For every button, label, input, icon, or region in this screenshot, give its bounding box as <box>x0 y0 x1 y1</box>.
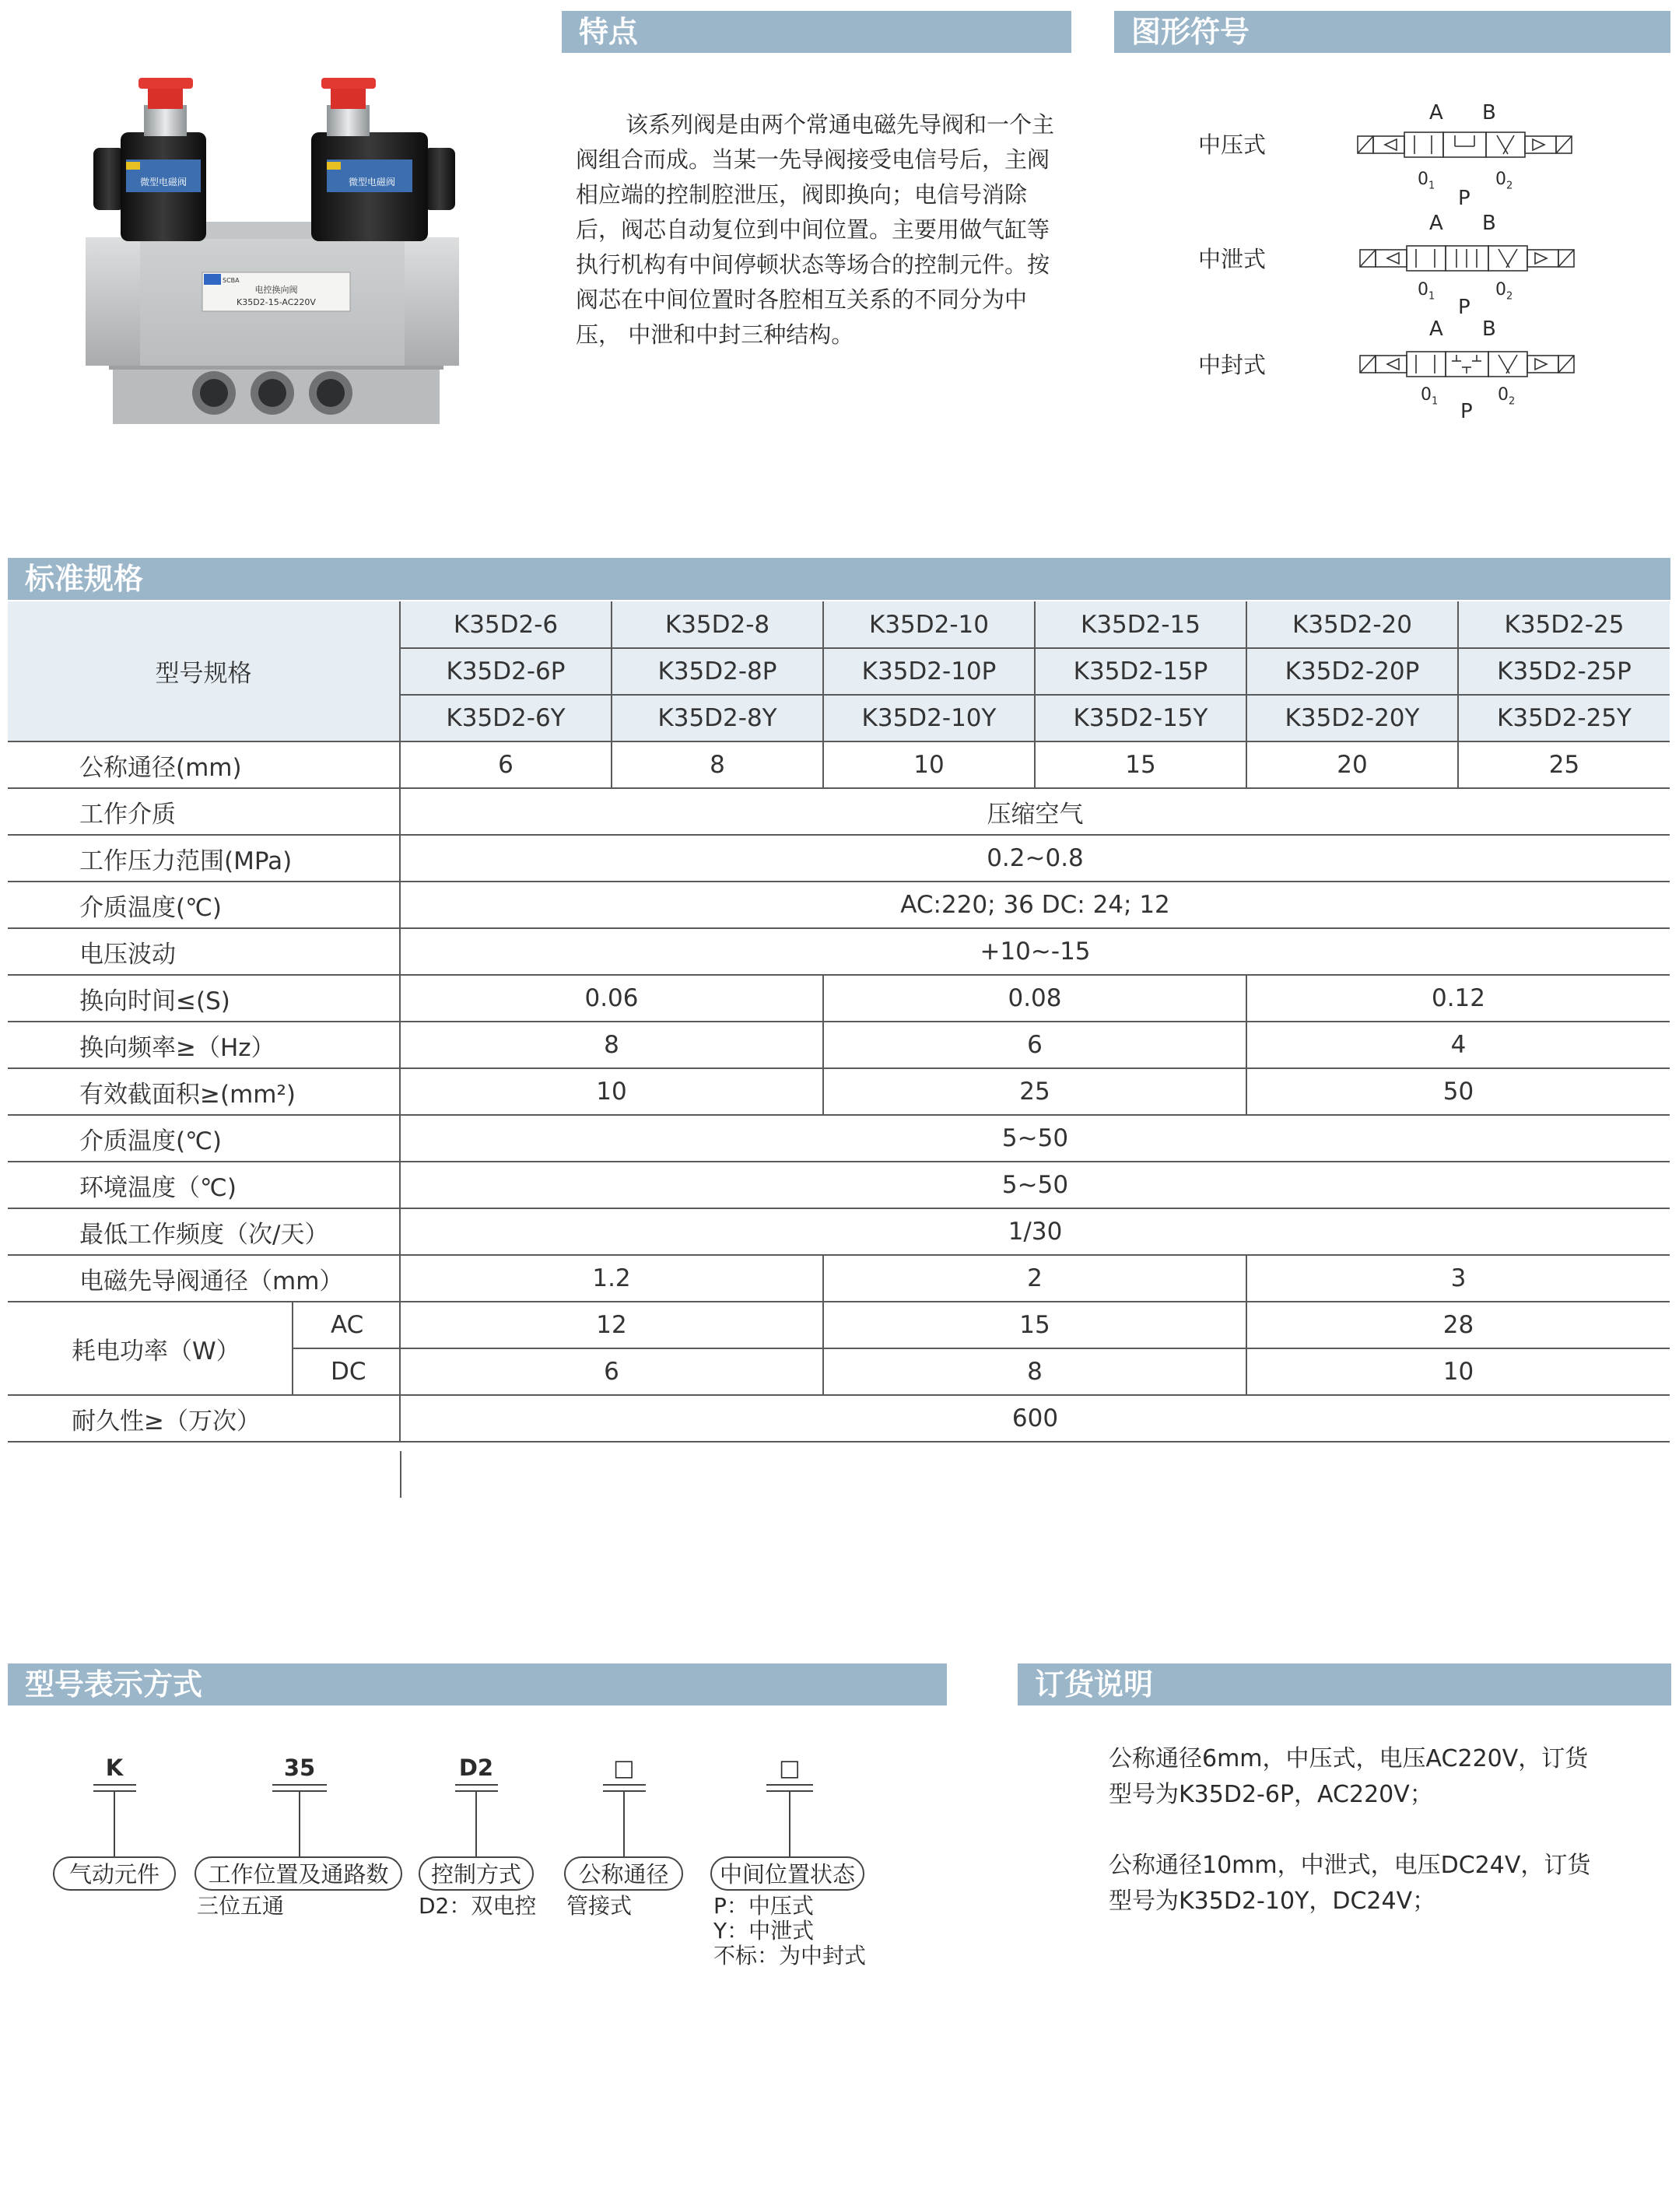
model-cell: K35D2-25P <box>1458 648 1670 695</box>
product-photo <box>78 70 467 440</box>
switch-freq-row <box>8 1022 1670 1068</box>
power-dc-value: 10 <box>1246 1348 1670 1395</box>
port-o2-3: $0_2$ <box>1498 385 1516 408</box>
port-p-2: P <box>1458 296 1470 319</box>
symbols-title: 图形符号 <box>1131 15 1250 49</box>
voltage-label: 电压波动 <box>8 928 400 975</box>
code-desc-bore: 管接式 <box>566 1893 633 1919</box>
medium-value: 压缩空气 <box>400 788 1670 835</box>
bore-row <box>8 741 1670 788</box>
switch-time-label: 换向时间≤(S) <box>8 975 400 1022</box>
power-dc-value: 8 <box>823 1348 1246 1395</box>
model-cell: K35D2-8Y <box>612 695 823 741</box>
model-cell: K35D2-15P <box>1035 648 1246 695</box>
pilot-value: 3 <box>1246 1255 1670 1302</box>
order-example-2: 公称通径10mm，中泄式，电压DC24V，订货型号为K35D2-10Y，DC24V； <box>1109 1852 1591 1915</box>
symbol-label-mid-exhaust: 中泄式 <box>1198 246 1267 272</box>
model-code-header <box>8 1663 947 1705</box>
valve-symbol-mid-pressure <box>1354 101 1587 195</box>
port-b-3: B <box>1482 317 1496 341</box>
spec-header <box>8 558 1670 600</box>
valve-symbol-mid-exhaust <box>1354 215 1587 308</box>
model-cell: K35D2-6Y <box>400 695 612 741</box>
ambient-label: 环境温度（℃) <box>8 1162 400 1208</box>
bore-value: 6 <box>400 741 612 788</box>
area-value: 10 <box>400 1068 823 1115</box>
code-connector <box>114 1790 115 1856</box>
medtemp1-row <box>8 882 1670 928</box>
bore-value: 10 <box>823 741 1035 788</box>
code-connector <box>299 1790 300 1856</box>
code-letter-bore: □ <box>613 1755 635 1781</box>
code-letter-d2: D2 <box>458 1755 494 1781</box>
model-cell: K35D2-25Y <box>1458 695 1670 741</box>
port-o2-2: $0_2$ <box>1495 280 1513 303</box>
area-value: 25 <box>823 1068 1246 1115</box>
switch-freq-label: 换向频率≥（Hz） <box>8 1022 400 1068</box>
spec-title: 标准规格 <box>25 562 144 596</box>
port-p-3: P <box>1460 400 1473 423</box>
port-p-1: P <box>1458 187 1470 210</box>
power-ac-value: 28 <box>1246 1302 1670 1348</box>
spec-table <box>8 601 1670 1443</box>
code-connector <box>789 1790 790 1856</box>
medtemp2-value: 5~50 <box>400 1115 1670 1162</box>
table-tail-divider <box>400 1451 401 1498</box>
code-letter-state: □ <box>779 1755 801 1781</box>
pilot-value: 2 <box>823 1255 1246 1302</box>
port-a-2: A <box>1429 212 1443 235</box>
coil-label-left: 微型电磁阀 <box>139 177 188 188</box>
medium-label: 工作介质 <box>8 788 400 835</box>
model-cell: K35D2-6 <box>400 601 612 648</box>
code-label-positions: 工作位置及通路数 <box>195 1856 402 1891</box>
nameplate-line1: 电控换向阀 <box>254 285 298 295</box>
power-dc-label: DC <box>293 1348 400 1395</box>
right-solenoid <box>311 78 455 241</box>
switch-time-value: 0.06 <box>400 975 823 1022</box>
medtemp1-label: 介质温度(℃) <box>8 882 400 928</box>
model-label-cell: 型号规格 <box>8 601 400 741</box>
power-ac-value: 12 <box>400 1302 823 1348</box>
code-desc-state-1: P：中压式 <box>713 1893 814 1919</box>
pilot-value: 1.2 <box>400 1255 823 1302</box>
pilot-label: 电磁先导阀通径（mm） <box>8 1255 400 1302</box>
port-o2-1: $0_2$ <box>1495 170 1513 192</box>
code-connector <box>623 1790 625 1856</box>
switch-time-value: 0.08 <box>823 975 1246 1022</box>
code-divider <box>766 1784 813 1786</box>
ambient-row <box>8 1162 1670 1208</box>
medtemp2-label: 介质温度(℃) <box>8 1115 400 1162</box>
switch-time-value: 0.12 <box>1246 975 1670 1022</box>
switch-freq-value: 6 <box>823 1022 1246 1068</box>
code-label-control: 控制方式 <box>419 1856 534 1891</box>
code-desc-state-2: Y：中泄式 <box>713 1918 815 1944</box>
model-cell: K35D2-8 <box>612 601 823 648</box>
symbol-label-mid-pressure: 中压式 <box>1198 131 1267 158</box>
order-header <box>1018 1663 1671 1705</box>
bore-label: 公称通径(mm) <box>8 741 400 788</box>
code-desc-state-3: 不标：为中封式 <box>713 1943 867 1968</box>
nameplate-line2: K35D2-15-AC220V <box>237 297 316 307</box>
code-divider <box>272 1784 327 1786</box>
area-value: 50 <box>1246 1068 1670 1115</box>
port-holes <box>192 371 352 415</box>
power-dc-value: 6 <box>400 1348 823 1395</box>
code-connector <box>475 1790 477 1856</box>
bore-value: 25 <box>1458 741 1670 788</box>
order-title: 订货说明 <box>1035 1667 1154 1702</box>
medtemp2-row <box>8 1115 1670 1162</box>
bore-value: 8 <box>612 741 823 788</box>
port-a-1: A <box>1429 101 1443 124</box>
port-o1-1: $0_1$ <box>1418 170 1435 192</box>
minfreq-row <box>8 1208 1670 1255</box>
code-divider <box>455 1784 498 1786</box>
port-b-1: B <box>1482 101 1496 124</box>
power-ac-value: 15 <box>823 1302 1246 1348</box>
code-desc-positions: 三位五通 <box>197 1893 285 1919</box>
bore-value: 20 <box>1246 741 1458 788</box>
switch-freq-value: 8 <box>400 1022 823 1068</box>
pressure-label: 工作压力范围(MPa) <box>8 835 400 882</box>
ambient-value: 5~50 <box>400 1162 1670 1208</box>
model-cell: K35D2-20P <box>1246 648 1458 695</box>
port-o1-2: $0_1$ <box>1418 280 1435 303</box>
area-row <box>8 1068 1670 1115</box>
code-letter-35: 35 <box>283 1755 316 1781</box>
model-cell: K35D2-20Y <box>1246 695 1458 741</box>
voltage-value: +10~-15 <box>400 928 1670 975</box>
code-label-pneumatic: 气动元件 <box>53 1856 176 1891</box>
model-cell: K35D2-15 <box>1035 601 1246 648</box>
brand-text: SCBA <box>223 277 240 284</box>
power-ac-row <box>8 1302 1670 1348</box>
port-b-2: B <box>1482 212 1496 235</box>
model-cell: K35D2-8P <box>612 648 823 695</box>
model-cell: K35D2-10P <box>823 648 1035 695</box>
features-header <box>562 11 1071 53</box>
switch-freq-value: 4 <box>1246 1022 1670 1068</box>
power-label: 耗电功率（W） <box>8 1302 293 1395</box>
bore-value: 15 <box>1035 741 1246 788</box>
voltage-row <box>8 928 1670 975</box>
order-example-1: 公称通径6mm，中压式，电压AC220V，订货型号为K35D2-6P，AC220V； <box>1109 1745 1589 1808</box>
power-ac-label: AC <box>293 1302 400 1348</box>
model-cell: K35D2-20 <box>1246 601 1458 648</box>
code-desc-control: D2：双电控 <box>419 1893 537 1919</box>
medtemp1-value: AC:220; 36 DC: 24; 12 <box>400 882 1670 928</box>
symbols-header <box>1114 11 1670 53</box>
model-row-1 <box>8 601 1670 648</box>
features-title: 特点 <box>579 15 639 49</box>
durability-label: 耐久性≥（万次） <box>8 1395 400 1442</box>
pilot-row <box>8 1255 1670 1302</box>
model-cell: K35D2-6P <box>400 648 612 695</box>
switch-time-row <box>8 975 1670 1022</box>
durability-row <box>8 1395 1670 1442</box>
minfreq-value: 1/30 <box>400 1208 1670 1255</box>
pressure-row <box>8 835 1670 882</box>
medium-row <box>8 788 1670 835</box>
model-cell: K35D2-25 <box>1458 601 1670 648</box>
features-text: 该系列阀是由两个常通电磁先导阀和一个主阀组合而成。当某一先导阀接受电信号后，主阀相应端的控制腔泄压，阀即换向；电信号消除后，阀芯自动复位到中间位置。主要用做气缸等执行机构有中间停顿状态等场合的控制元件。按阀芯在中间位置时各腔相互关系的不同分为中压， 中泄和中封三种结构。 <box>576 111 1055 348</box>
model-code-title: 型号表示方式 <box>25 1667 203 1702</box>
durability-value: 600 <box>400 1395 1670 1442</box>
left-solenoid <box>93 78 206 241</box>
code-divider <box>603 1784 646 1786</box>
pressure-value: 0.2~0.8 <box>400 835 1670 882</box>
symbol-label-mid-closed: 中封式 <box>1198 352 1267 378</box>
code-label-bore: 公称通径 <box>564 1856 683 1891</box>
area-label: 有效截面积≥(mm²) <box>8 1068 400 1115</box>
port-o1-3: $0_1$ <box>1421 385 1439 408</box>
model-cell: K35D2-10Y <box>823 695 1035 741</box>
model-cell: K35D2-10 <box>823 601 1035 648</box>
coil-label-right: 微型电磁阀 <box>348 177 396 188</box>
code-letter-k: K <box>105 1755 124 1781</box>
model-cell: K35D2-15Y <box>1035 695 1246 741</box>
minfreq-label: 最低工作频度（次/天） <box>8 1208 400 1255</box>
code-divider <box>93 1784 136 1786</box>
port-a-3: A <box>1429 317 1443 341</box>
code-label-state: 中间位置状态 <box>710 1856 864 1891</box>
